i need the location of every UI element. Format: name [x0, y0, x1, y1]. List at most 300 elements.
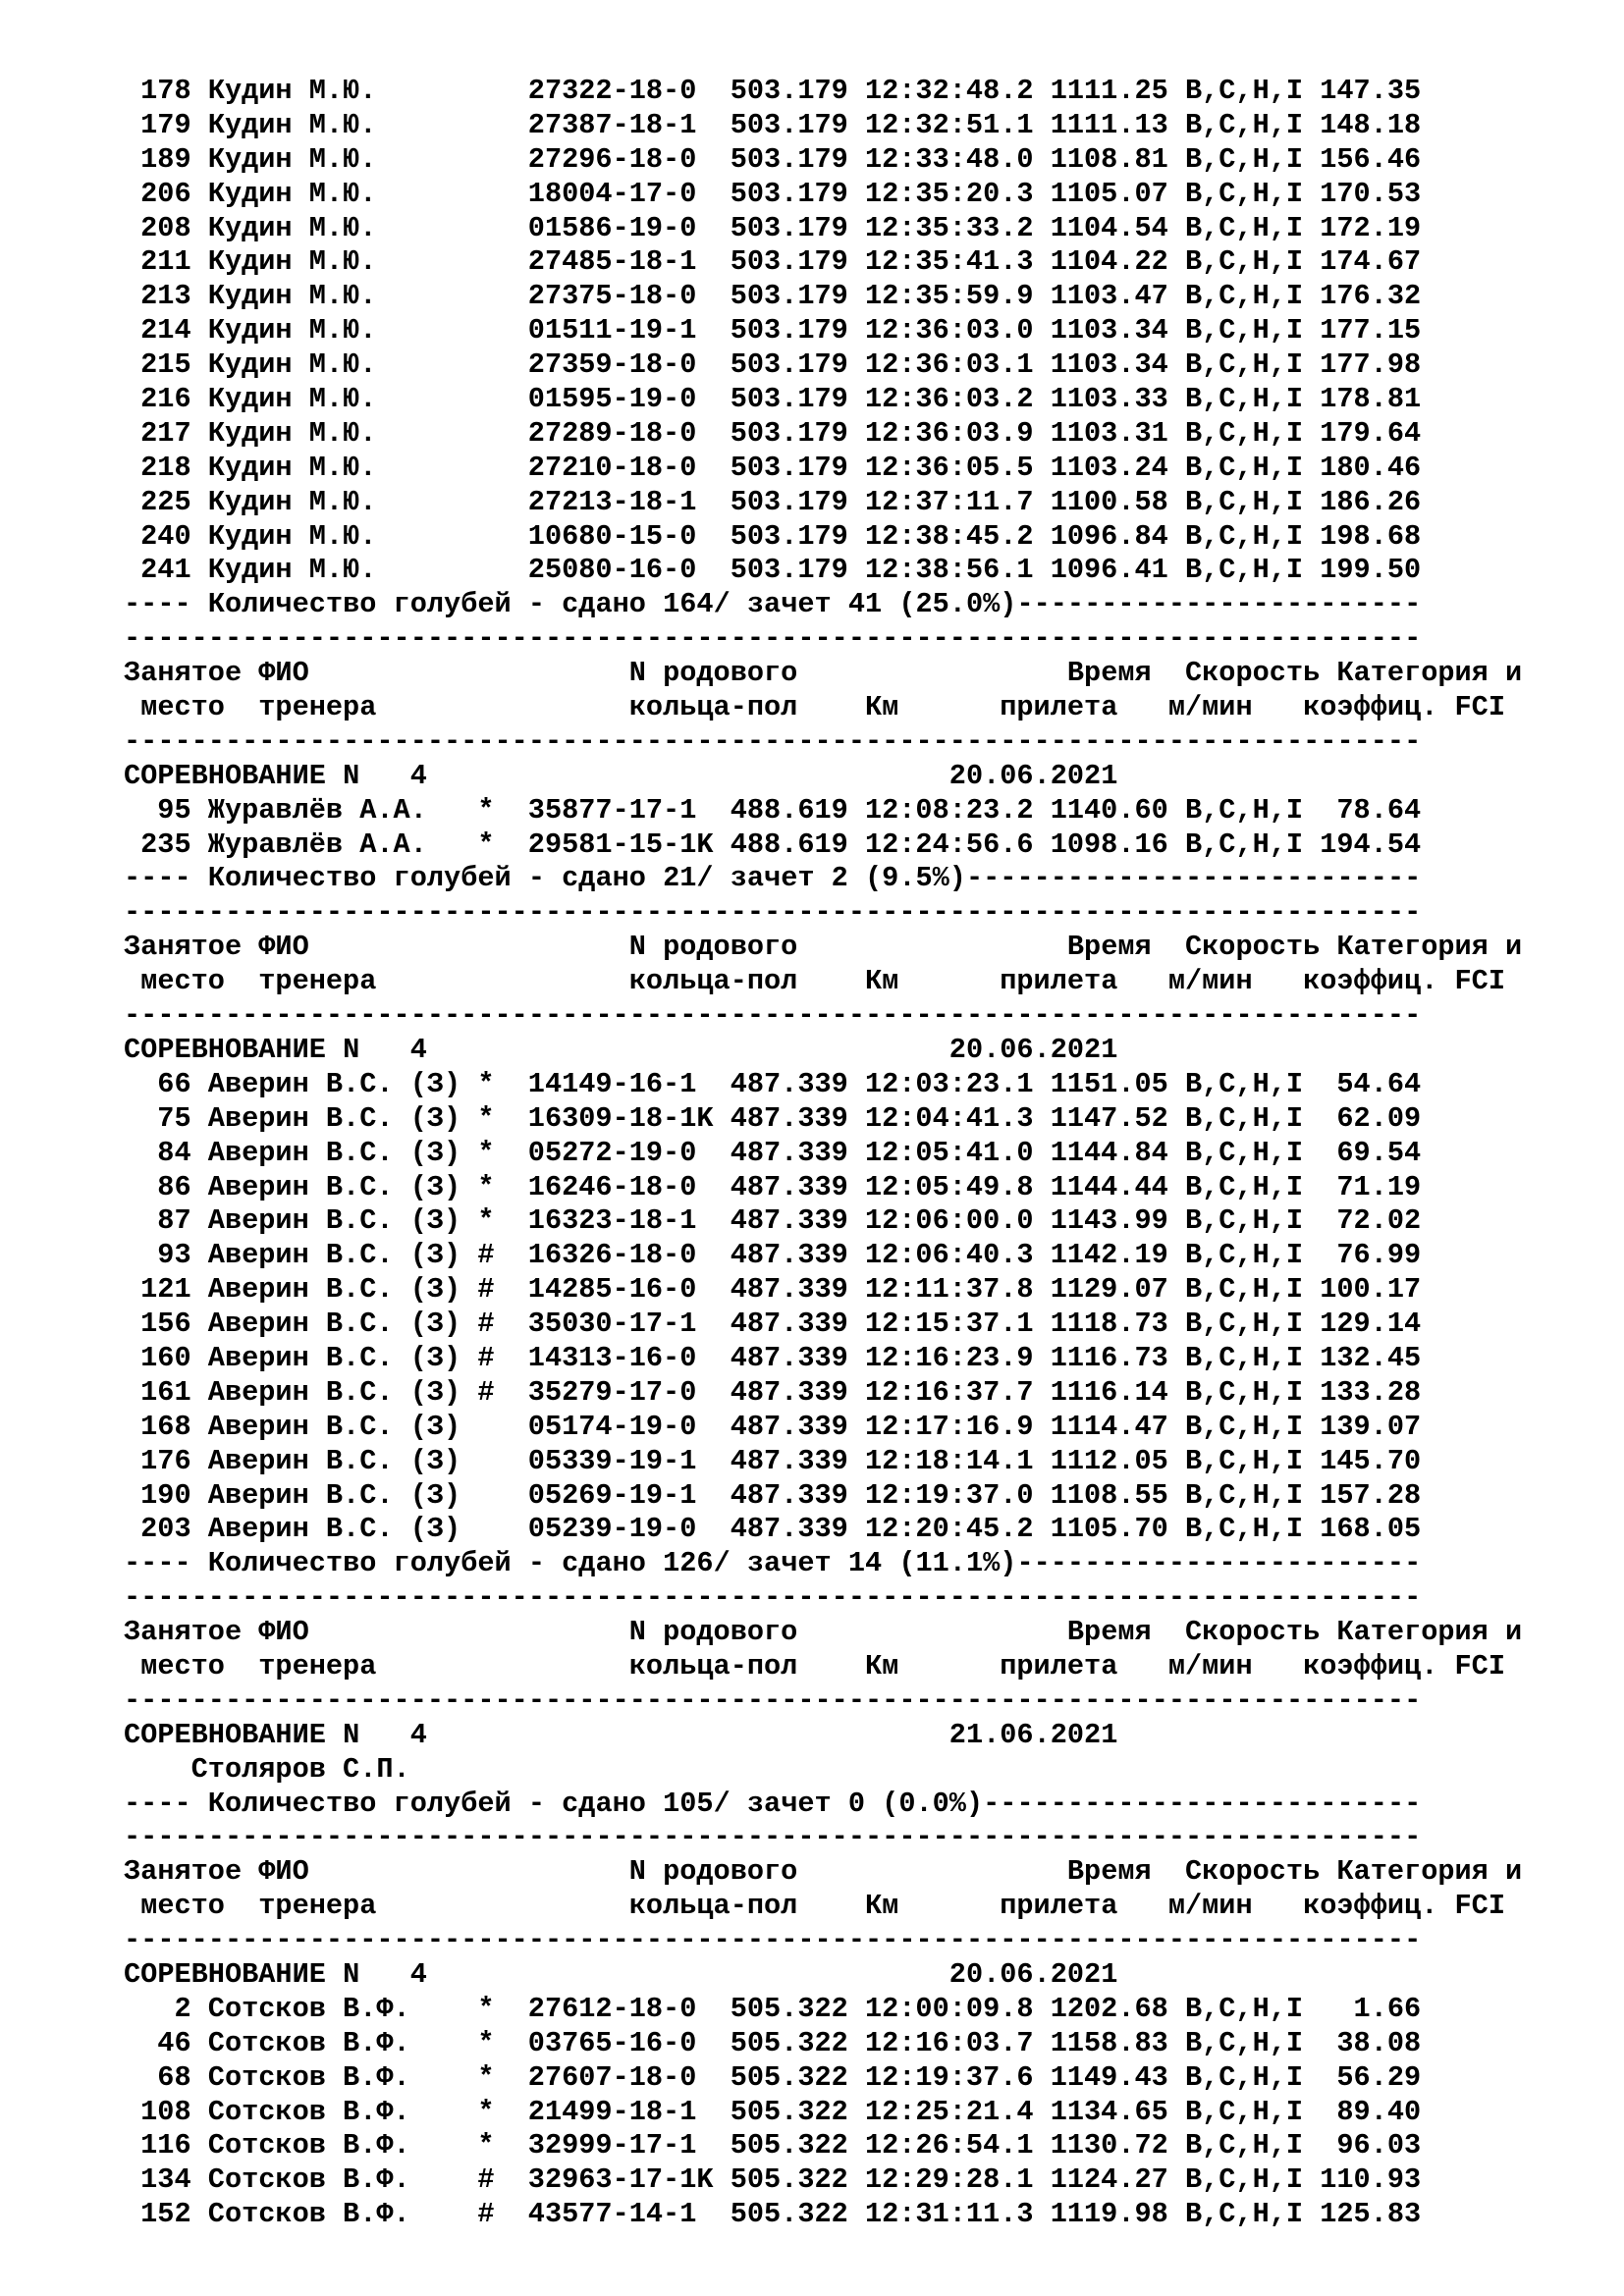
result-row — [124, 1308, 1539, 1342]
trainer-name-cell: Кудин М.Ю. — [207, 245, 377, 279]
speed-cell: 1096.41 — [1050, 554, 1168, 587]
km-cell: 505.322 — [730, 2095, 848, 2128]
trainer-name-cell: Кудин М.Ю. — [207, 554, 377, 587]
km-cell: 503.179 — [730, 383, 848, 416]
column-header-line1 — [124, 657, 1539, 691]
category-cell: B,C,H,I — [1184, 75, 1304, 107]
trainer-name-cell: Аверин В.С. (З) — [207, 1375, 461, 1409]
time-cell: 12:36:03.1 — [864, 348, 1034, 382]
time-cell: 12:36:03.2 — [864, 383, 1034, 416]
ring-cell: 14149-16-1 — [527, 1067, 697, 1100]
header-name: тренера — [258, 691, 377, 724]
category-cell: B,C,H,I — [1184, 348, 1304, 382]
category-cell: B,C,H,I — [1184, 211, 1304, 244]
ring-cell: 05339-19-1 — [527, 1444, 697, 1477]
header-ring: кольца-пол — [628, 1890, 798, 1923]
fci-cell: 38.08 — [1336, 2026, 1422, 2059]
speed-cell: 1124.27 — [1050, 2163, 1168, 2197]
km-cell: 503.179 — [730, 280, 848, 313]
header-time: прилета — [1000, 965, 1118, 998]
competition-date: 20.06.2021 — [948, 1033, 1118, 1066]
ring-cell: 10680-15-0 — [527, 519, 697, 553]
place-cell: 216 — [140, 383, 191, 416]
header-name: тренера — [258, 1890, 377, 1923]
ring-cell: 16309-18-1K — [527, 1101, 714, 1135]
trainer-name-cell: Аверин В.С. (З) — [207, 1239, 461, 1272]
speed-cell: 1116.73 — [1050, 1341, 1168, 1374]
header-cat: Категория и — [1336, 1616, 1523, 1649]
time-cell: 12:03:23.1 — [864, 1067, 1034, 1100]
time-cell: 12:08:23.2 — [864, 793, 1034, 827]
mark-cell: * — [477, 2060, 495, 2094]
trainer-name-cell: Сотсков В.Ф. — [207, 1992, 410, 2025]
fci-cell: 186.26 — [1320, 485, 1422, 518]
speed-cell: 1151.05 — [1050, 1067, 1168, 1100]
ring-cell: 27359-18-0 — [527, 348, 697, 382]
trainer-name-cell: Кудин М.Ю. — [207, 519, 377, 553]
header-speed: м/мин — [1167, 1890, 1253, 1923]
category-cell: B,C,H,I — [1184, 554, 1304, 587]
km-cell: 487.339 — [730, 1341, 848, 1374]
place-cell: 75 — [157, 1101, 191, 1135]
result-row — [124, 383, 1539, 417]
place-cell: 86 — [157, 1170, 191, 1203]
fci-cell: 170.53 — [1320, 177, 1422, 210]
fci-cell: 62.09 — [1336, 1101, 1422, 1135]
header-name: ФИО — [258, 931, 309, 964]
header-time: прилета — [1000, 691, 1118, 724]
place-cell: 218 — [140, 451, 191, 484]
trainer-name-cell: Журавлёв А.А. — [207, 793, 427, 827]
place-cell: 152 — [140, 2198, 191, 2231]
speed-cell: 1114.47 — [1050, 1410, 1168, 1443]
header-km: Км — [864, 691, 899, 724]
fci-cell: 54.64 — [1336, 1067, 1422, 1100]
header-cat: Категория и — [1336, 931, 1523, 964]
category-cell: B,C,H,I — [1184, 1067, 1304, 1100]
time-cell: 12:20:45.2 — [864, 1513, 1034, 1546]
time-cell: 12:33:48.0 — [864, 142, 1034, 176]
place-cell: 235 — [140, 828, 191, 861]
place-cell: 208 — [140, 211, 191, 244]
time-cell: 12:18:14.1 — [864, 1444, 1034, 1477]
header-cat: коэффиц. FCI — [1303, 1649, 1505, 1682]
km-cell: 487.339 — [730, 1308, 848, 1341]
ring-cell: 05174-19-0 — [527, 1410, 697, 1443]
place-cell: 161 — [140, 1375, 191, 1409]
time-cell: 12:06:00.0 — [864, 1204, 1034, 1238]
km-cell: 487.339 — [730, 1478, 848, 1512]
trainer-name-cell: Аверин В.С. (З) — [207, 1478, 461, 1512]
summary-prefix: ---- — [124, 862, 208, 895]
fci-cell: 177.98 — [1320, 348, 1422, 382]
time-cell: 12:11:37.8 — [864, 1273, 1034, 1307]
trainer-name-cell: Аверин В.С. (З) — [207, 1273, 461, 1307]
ring-cell: 27607-18-0 — [527, 2060, 697, 2094]
trainer-name-cell: Сотсков В.Ф. — [207, 2129, 410, 2163]
km-cell: 505.322 — [730, 2163, 848, 2197]
column-header-line2 — [124, 1890, 1539, 1924]
km-cell: 503.179 — [730, 245, 848, 279]
place-cell: 215 — [140, 348, 191, 382]
category-cell: B,C,H,I — [1184, 142, 1304, 176]
km-cell: 503.179 — [730, 554, 848, 587]
category-cell: B,C,H,I — [1184, 1444, 1304, 1477]
time-cell: 12:35:59.9 — [864, 280, 1034, 313]
speed-cell: 1103.34 — [1050, 348, 1168, 382]
trainer-name-cell: Сотсков В.Ф. — [207, 2095, 410, 2128]
header-ring: кольца-пол — [628, 691, 798, 724]
summary-text: Количество голубей - сдано 126/ зачет 14 (11.1%) — [207, 1547, 1017, 1580]
summary-text: Количество голубей - сдано 164/ зачет 41 (25.0%) — [207, 588, 1017, 621]
header-cat: Категория и — [1336, 1855, 1523, 1889]
trainer-name-cell: Аверин В.С. (З) — [207, 1308, 461, 1341]
category-cell: B,C,H,I — [1184, 280, 1304, 313]
result-row — [124, 280, 1539, 314]
column-header-line1 — [124, 931, 1539, 965]
trainer-name-cell: Кудин М.Ю. — [207, 416, 377, 450]
km-cell: 503.179 — [730, 142, 848, 176]
km-cell: 503.179 — [730, 177, 848, 210]
ring-cell: 43577-14-1 — [527, 2198, 697, 2231]
time-cell: 12:19:37.0 — [864, 1478, 1034, 1512]
competition-line — [124, 1958, 1539, 1993]
mark-cell: * — [477, 2129, 495, 2163]
header-time: прилета — [1000, 1649, 1118, 1682]
ring-cell: 21499-18-1 — [527, 2095, 697, 2128]
ring-cell: 29581-15-1K — [527, 828, 714, 861]
header-place: место — [140, 1649, 225, 1682]
ring-cell: 05269-19-1 — [527, 1478, 697, 1512]
fci-cell: 78.64 — [1336, 793, 1422, 827]
summary-fill: ------------------------ — [1016, 588, 1422, 621]
header-time: Время — [1066, 1616, 1152, 1649]
result-row — [124, 1239, 1539, 1273]
result-row — [124, 75, 1539, 109]
category-cell: B,C,H,I — [1184, 451, 1304, 484]
trainer-name-cell: Аверин В.С. (З) — [207, 1513, 461, 1546]
fci-cell: 157.28 — [1320, 1478, 1422, 1512]
fci-cell: 96.03 — [1336, 2129, 1422, 2163]
trainer-name-cell: Аверин В.С. (З) — [207, 1444, 461, 1477]
speed-cell: 1129.07 — [1050, 1273, 1168, 1307]
place-cell: 240 — [140, 519, 191, 553]
category-cell: B,C,H,I — [1184, 416, 1304, 450]
time-cell: 12:32:51.1 — [864, 108, 1034, 141]
time-cell: 12:17:16.9 — [864, 1410, 1034, 1443]
place-cell: 116 — [140, 2129, 191, 2163]
time-cell: 12:15:37.1 — [864, 1308, 1034, 1341]
speed-cell: 1105.70 — [1050, 1513, 1168, 1546]
competition-date: 20.06.2021 — [948, 1957, 1118, 1991]
result-row — [124, 2096, 1539, 2130]
header-place: Занятое — [124, 1616, 243, 1649]
header-ring: кольца-пол — [628, 965, 798, 998]
km-cell: 487.339 — [730, 1136, 848, 1169]
trainer-name-cell: Кудин М.Ю. — [207, 142, 377, 176]
result-row — [124, 1137, 1539, 1171]
header-name: ФИО — [258, 1855, 309, 1889]
km-cell: 488.619 — [730, 828, 848, 861]
km-cell: 503.179 — [730, 75, 848, 107]
place-cell: 225 — [140, 485, 191, 518]
result-row — [124, 452, 1539, 486]
speed-cell: 1108.55 — [1050, 1478, 1168, 1512]
header-ring: N родового — [628, 657, 798, 690]
category-cell: B,C,H,I — [1184, 1136, 1304, 1169]
place-cell: 189 — [140, 142, 191, 176]
trainer-name-cell: Журавлёв А.А. — [207, 828, 427, 861]
result-row — [124, 245, 1539, 280]
km-cell: 505.322 — [730, 2026, 848, 2059]
fci-cell: 72.02 — [1336, 1204, 1422, 1238]
time-cell: 12:16:23.9 — [864, 1341, 1034, 1374]
separator-line: ----------------------------------------------------------------------------- — [124, 622, 1422, 656]
competition-line — [124, 760, 1539, 794]
separator-line: ----------------------------------------------------------------------------- — [124, 724, 1422, 758]
mark-cell: * — [477, 1992, 495, 2025]
place-cell: 46 — [157, 2026, 191, 2059]
place-cell: 160 — [140, 1341, 191, 1374]
speed-cell: 1100.58 — [1050, 485, 1168, 518]
trainer-name-cell: Кудин М.Ю. — [207, 348, 377, 382]
ring-cell: 01511-19-1 — [527, 314, 697, 347]
mark-cell: * — [477, 1067, 495, 1100]
result-row — [124, 1342, 1539, 1376]
speed-cell: 1116.14 — [1050, 1375, 1168, 1409]
trainer-name-cell: Столяров С.П. — [190, 1752, 410, 1786]
category-cell: B,C,H,I — [1184, 1204, 1304, 1238]
fci-cell: 156.46 — [1320, 142, 1422, 176]
header-ring: N родового — [628, 1855, 798, 1889]
header-name: ФИО — [258, 657, 309, 690]
trainer-name-cell: Кудин М.Ю. — [207, 108, 377, 141]
result-row — [124, 2129, 1539, 2163]
ring-cell: 14285-16-0 — [527, 1273, 697, 1307]
competition-title: СОРЕВНОВАНИЕ N 4 — [124, 1033, 427, 1066]
category-cell: B,C,H,I — [1184, 1992, 1304, 2025]
category-cell: B,C,H,I — [1184, 314, 1304, 347]
fci-cell: 56.29 — [1336, 2060, 1422, 2094]
speed-cell: 1142.19 — [1050, 1239, 1168, 1272]
place-cell: 206 — [140, 177, 191, 210]
mark-cell: * — [477, 2095, 495, 2128]
speed-cell: 1202.68 — [1050, 1992, 1168, 2025]
fci-cell: 76.99 — [1336, 1239, 1422, 1272]
fci-cell: 125.83 — [1320, 2198, 1422, 2231]
speed-cell: 1104.22 — [1050, 245, 1168, 279]
summary-fill: --------------------------- — [965, 862, 1422, 895]
ring-cell: 27387-18-1 — [527, 108, 697, 141]
result-row — [124, 1411, 1539, 1445]
separator-line: ----------------------------------------------------------------------------- — [124, 896, 1422, 930]
category-cell: B,C,H,I — [1184, 108, 1304, 141]
ring-cell: 27485-18-1 — [527, 245, 697, 279]
km-cell: 503.179 — [730, 314, 848, 347]
fci-cell: 179.64 — [1320, 416, 1422, 450]
trainer-name-cell: Кудин М.Ю. — [207, 383, 377, 416]
fci-cell: 199.50 — [1320, 554, 1422, 587]
place-cell: 87 — [157, 1204, 191, 1238]
header-time: Время — [1066, 1855, 1152, 1889]
place-cell: 241 — [140, 554, 191, 587]
mark-cell: * — [477, 1101, 495, 1135]
speed-cell: 1144.84 — [1050, 1136, 1168, 1169]
time-cell: 12:24:56.6 — [864, 828, 1034, 861]
place-cell: 203 — [140, 1513, 191, 1546]
category-cell: B,C,H,I — [1184, 383, 1304, 416]
time-cell: 12:36:03.0 — [864, 314, 1034, 347]
summary-line — [124, 1547, 1539, 1581]
trainer-name-cell: Кудин М.Ю. — [207, 485, 377, 518]
result-row — [124, 417, 1539, 452]
speed-cell: 1149.43 — [1050, 2060, 1168, 2094]
km-cell: 503.179 — [730, 416, 848, 450]
separator-line: ----------------------------------------------------------------------------- — [124, 999, 1422, 1033]
speed-cell: 1130.72 — [1050, 2129, 1168, 2163]
km-cell: 503.179 — [730, 348, 848, 382]
category-cell: B,C,H,I — [1184, 1170, 1304, 1203]
mark-cell: # — [477, 1273, 495, 1307]
header-speed: Скорость — [1184, 1855, 1321, 1889]
summary-prefix: ---- — [124, 588, 208, 621]
ring-cell: 27289-18-0 — [527, 416, 697, 450]
km-cell: 488.619 — [730, 793, 848, 827]
result-row — [124, 314, 1539, 348]
fci-cell: 110.93 — [1320, 2163, 1422, 2197]
separator-line: ----------------------------------------------------------------------------- — [124, 1581, 1422, 1615]
header-name: ФИО — [258, 1616, 309, 1649]
trainer-name-cell: Кудин М.Ю. — [207, 314, 377, 347]
mark-cell: * — [477, 1204, 495, 1238]
result-row — [124, 212, 1539, 246]
km-cell: 505.322 — [730, 2129, 848, 2163]
result-row — [124, 520, 1539, 555]
place-cell: 93 — [157, 1239, 191, 1272]
fci-cell: 1.66 — [1353, 1992, 1422, 2025]
time-cell: 12:06:40.3 — [864, 1239, 1034, 1272]
place-cell: 121 — [140, 1273, 191, 1307]
time-cell: 12:25:21.4 — [864, 2095, 1034, 2128]
km-cell: 503.179 — [730, 451, 848, 484]
mark-cell: # — [477, 2163, 495, 2197]
km-cell: 487.339 — [730, 1170, 848, 1203]
result-row — [124, 1376, 1539, 1411]
column-header-line2 — [124, 965, 1539, 999]
category-cell: B,C,H,I — [1184, 1513, 1304, 1546]
mark-cell: * — [477, 1136, 495, 1169]
fci-cell: 174.67 — [1320, 245, 1422, 279]
header-place: Занятое — [124, 931, 243, 964]
result-row — [124, 2163, 1539, 2198]
place-cell: 178 — [140, 75, 191, 107]
time-cell: 12:35:41.3 — [864, 245, 1034, 279]
result-row — [124, 1513, 1539, 1547]
summary-prefix: ---- — [124, 1547, 208, 1580]
ring-cell: 35030-17-1 — [527, 1308, 697, 1341]
ring-cell: 03765-16-0 — [527, 2026, 697, 2059]
result-row — [124, 1993, 1539, 2027]
fci-cell: 178.81 — [1320, 383, 1422, 416]
place-cell: 168 — [140, 1410, 191, 1443]
km-cell: 487.339 — [730, 1375, 848, 1409]
time-cell: 12:37:11.7 — [864, 485, 1034, 518]
time-cell: 12:16:03.7 — [864, 2026, 1034, 2059]
category-cell: B,C,H,I — [1184, 2095, 1304, 2128]
result-row — [124, 348, 1539, 383]
result-row — [124, 1273, 1539, 1308]
category-cell: B,C,H,I — [1184, 2060, 1304, 2094]
place-cell: 156 — [140, 1308, 191, 1341]
time-cell: 12:35:20.3 — [864, 177, 1034, 210]
km-cell: 503.179 — [730, 485, 848, 518]
speed-cell: 1105.07 — [1050, 177, 1168, 210]
category-cell: B,C,H,I — [1184, 828, 1304, 861]
trainer-name-cell: Аверин В.С. (З) — [207, 1170, 461, 1203]
place-cell: 176 — [140, 1444, 191, 1477]
fci-cell: 180.46 — [1320, 451, 1422, 484]
km-cell: 487.339 — [730, 1204, 848, 1238]
time-cell: 12:36:05.5 — [864, 451, 1034, 484]
column-header-line1 — [124, 1616, 1539, 1650]
mark-cell: * — [477, 2026, 495, 2059]
result-row — [124, 2027, 1539, 2061]
category-cell: B,C,H,I — [1184, 2129, 1304, 2163]
category-cell: B,C,H,I — [1184, 2198, 1304, 2231]
header-ring: N родового — [628, 1616, 798, 1649]
summary-prefix: ---- — [124, 1787, 208, 1820]
competition-title: СОРЕВНОВАНИЕ N 4 — [124, 1718, 427, 1751]
competition-date: 21.06.2021 — [948, 1718, 1118, 1751]
ring-cell: 18004-17-0 — [527, 177, 697, 210]
category-cell: B,C,H,I — [1184, 793, 1304, 827]
ring-cell: 27210-18-0 — [527, 451, 697, 484]
category-cell: B,C,H,I — [1184, 1410, 1304, 1443]
speed-cell: 1111.13 — [1050, 108, 1168, 141]
header-place: Занятое — [124, 1855, 243, 1889]
km-cell: 503.179 — [730, 108, 848, 141]
result-row — [124, 1068, 1539, 1102]
ring-cell: 27375-18-0 — [527, 280, 697, 313]
header-speed: м/мин — [1167, 691, 1253, 724]
trainer-name-cell: Сотсков В.Ф. — [207, 2198, 410, 2231]
category-cell: B,C,H,I — [1184, 1308, 1304, 1341]
fci-cell: 89.40 — [1336, 2095, 1422, 2128]
mark-cell: * — [477, 828, 495, 861]
speed-cell: 1119.98 — [1050, 2198, 1168, 2231]
km-cell: 503.179 — [730, 211, 848, 244]
time-cell: 12:16:37.7 — [864, 1375, 1034, 1409]
ring-cell: 05272-19-0 — [527, 1136, 697, 1169]
header-place: место — [140, 1890, 225, 1923]
category-cell: B,C,H,I — [1184, 2026, 1304, 2059]
header-speed: м/мин — [1167, 965, 1253, 998]
result-row — [124, 486, 1539, 520]
place-cell: 84 — [157, 1136, 191, 1169]
result-row — [124, 2198, 1539, 2232]
header-ring: кольца-пол — [628, 1649, 798, 1682]
speed-cell: 1134.65 — [1050, 2095, 1168, 2128]
category-cell: B,C,H,I — [1184, 1478, 1304, 1512]
summary-text: Количество голубей - сдано 21/ зачет 2 (9.5%) — [207, 862, 966, 895]
trainer-name-cell: Аверин В.С. (З) — [207, 1410, 461, 1443]
trainer-name-cell: Сотсков В.Ф. — [207, 2163, 410, 2197]
category-cell: B,C,H,I — [1184, 485, 1304, 518]
trainer-name-cell: Сотсков В.Ф. — [207, 2026, 410, 2059]
time-cell: 12:00:09.8 — [864, 1992, 1034, 2025]
speed-cell: 1147.52 — [1050, 1101, 1168, 1135]
trainer-name-cell: Аверин В.С. (З) — [207, 1067, 461, 1100]
